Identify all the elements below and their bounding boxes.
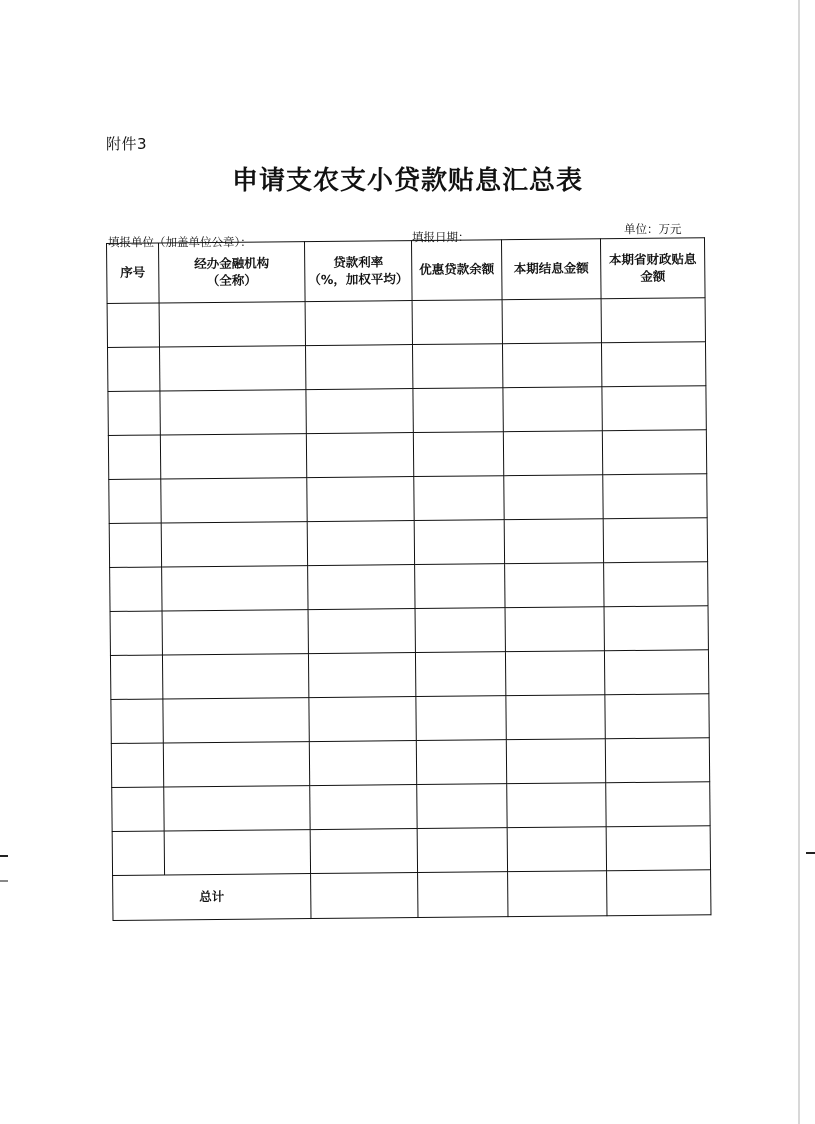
column-header-serial: 序号: [107, 243, 160, 303]
table-cell[interactable]: [160, 390, 306, 435]
table-cell[interactable]: [602, 386, 706, 431]
table-cell[interactable]: [110, 567, 162, 611]
filling-unit-label: 填报单位（加盖单位公章）：: [108, 235, 252, 249]
table-cell[interactable]: [604, 562, 708, 607]
total-row: [113, 870, 711, 921]
scan-mark-right: [806, 852, 815, 854]
table-row: [109, 518, 707, 568]
filling-date-label: 填报日期：: [412, 230, 470, 244]
table-cell[interactable]: [308, 609, 415, 654]
table-cell[interactable]: [504, 519, 603, 564]
table-cell[interactable]: [416, 740, 506, 785]
table-cell[interactable]: [502, 343, 601, 388]
total-cell[interactable]: [311, 873, 418, 919]
table-cell[interactable]: [160, 346, 306, 391]
total-cell[interactable]: [508, 871, 607, 917]
table-cell[interactable]: [413, 432, 503, 477]
table-cell[interactable]: [310, 829, 417, 874]
table-cell[interactable]: [309, 697, 416, 742]
table-row: [109, 474, 707, 524]
table-cell[interactable]: [412, 344, 502, 389]
table-cell[interactable]: [506, 695, 605, 740]
table-cell[interactable]: [111, 699, 163, 743]
table-cell[interactable]: [108, 347, 160, 391]
table-header-row: [107, 238, 706, 304]
table-cell[interactable]: [606, 782, 710, 827]
table-cell[interactable]: [161, 478, 307, 523]
table-cell[interactable]: [414, 520, 504, 565]
table-cell[interactable]: [604, 650, 708, 695]
scan-mark-left: [0, 855, 8, 857]
column-header-institution: 经办金融机构 （全称）: [159, 242, 306, 303]
column-header-interest-settled: 本期结息金额: [501, 239, 601, 300]
table-cell[interactable]: [505, 651, 604, 696]
table-cell[interactable]: [412, 300, 502, 345]
table-cell[interactable]: [601, 298, 705, 343]
table-cell[interactable]: [416, 696, 506, 741]
table-cell[interactable]: [507, 783, 606, 828]
table-cell[interactable]: [507, 827, 606, 872]
table-cell[interactable]: [601, 342, 705, 387]
total-cell[interactable]: [607, 870, 711, 916]
table-cell[interactable]: [417, 828, 507, 873]
table-cell[interactable]: [417, 784, 507, 829]
table-cell[interactable]: [415, 652, 505, 697]
table-cell[interactable]: [306, 433, 413, 478]
table-cell[interactable]: [310, 785, 417, 830]
table-cell[interactable]: [414, 476, 504, 521]
table-cell[interactable]: [164, 830, 310, 875]
table-cell[interactable]: [305, 345, 412, 390]
table-cell[interactable]: [306, 389, 413, 434]
table-cell[interactable]: [107, 303, 159, 347]
table-cell[interactable]: [111, 743, 163, 787]
table-cell[interactable]: [503, 431, 602, 476]
table-cell[interactable]: [112, 787, 164, 831]
table-cell[interactable]: [505, 607, 604, 652]
table-cell[interactable]: [413, 388, 503, 433]
table-cell[interactable]: [604, 606, 708, 651]
document-title: 申请支农支小贷款贴息汇总表: [231, 166, 583, 196]
table-cell[interactable]: [161, 522, 307, 567]
table-cell[interactable]: [415, 608, 505, 653]
table-row: [107, 298, 705, 348]
table-cell[interactable]: [503, 387, 602, 432]
table-row: [110, 562, 708, 612]
attachment-label: 附件3: [106, 135, 148, 153]
currency-unit-label: 单位：万元: [624, 222, 682, 236]
table-cell[interactable]: [307, 521, 414, 566]
table-cell[interactable]: [109, 479, 161, 523]
table-row: [108, 342, 706, 392]
table-row: [110, 650, 708, 700]
table-cell[interactable]: [606, 826, 710, 871]
table-cell[interactable]: [109, 523, 161, 567]
column-header-loan-balance: 优惠贷款余额: [411, 240, 502, 301]
table-cell[interactable]: [110, 655, 162, 699]
table-cell[interactable]: [305, 301, 412, 346]
table-cell[interactable]: [162, 610, 308, 655]
table-row: [108, 386, 706, 436]
table-row: [112, 782, 710, 832]
table-cell[interactable]: [504, 475, 603, 520]
table-cell[interactable]: [163, 742, 309, 787]
table-cell[interactable]: [506, 739, 605, 784]
table-body: [107, 298, 711, 921]
table-cell[interactable]: [603, 518, 707, 563]
column-header-interest-rate: 贷款利率 （%，加权平均）: [304, 241, 412, 302]
table-cell[interactable]: [605, 738, 709, 783]
table-cell[interactable]: [308, 565, 415, 610]
total-label: 总计: [113, 874, 311, 921]
table-cell[interactable]: [160, 434, 306, 479]
summary-table: [106, 237, 711, 921]
table-cell[interactable]: [162, 566, 308, 611]
total-cell[interactable]: [418, 872, 508, 918]
table-cell[interactable]: [605, 694, 709, 739]
table-cell[interactable]: [110, 611, 162, 655]
summary-table-wrapper: [106, 237, 710, 920]
table-cell[interactable]: [415, 564, 505, 609]
table-cell[interactable]: [307, 477, 414, 522]
table-row: [108, 430, 706, 480]
table-cell[interactable]: [112, 831, 164, 875]
table-cell[interactable]: [309, 741, 416, 786]
column-header-subsidy-amount: 本期省财政贴息 金额: [600, 238, 705, 299]
table-cell[interactable]: [164, 786, 310, 831]
table-cell[interactable]: [505, 563, 604, 608]
scan-mark-left-lower: [0, 880, 8, 882]
table-cell[interactable]: [308, 653, 415, 698]
table-row: [111, 694, 709, 744]
table-cell[interactable]: [108, 391, 160, 435]
table-row: [111, 738, 709, 788]
table-cell[interactable]: [603, 474, 707, 519]
table-cell[interactable]: [108, 435, 160, 479]
table-cell[interactable]: [602, 430, 706, 475]
table-cell[interactable]: [159, 302, 305, 347]
table-cell[interactable]: [162, 654, 308, 699]
table-row: [112, 826, 710, 876]
table-cell[interactable]: [502, 299, 601, 344]
table-row: [110, 606, 708, 656]
table-cell[interactable]: [163, 698, 309, 743]
